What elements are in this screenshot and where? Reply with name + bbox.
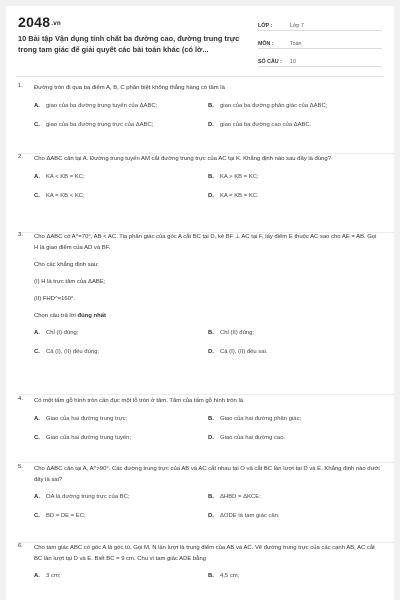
question-text: Đường tròn đi qua ba điểm A, B, C phân biệt không thẳng hàng có tâm là <box>34 85 225 91</box>
question-3: 3. Cho ΔABC có A^=70°, AB < AC. Tia phân giác của góc A cắt BC tại D, kẻ BF ⊥ AC tại F, lấy điểm E thuộc AC sao cho AE = AB. Gọi H là giao điểm của AD và BF. Cho các khẳng định sau: (I) H là trực tâm của ΔABE; (II) FHD^=160°. Chọn câu trả lời đúng nhất A. Chỉ (I) đúng; B. Chỉ (II) đúng; C. Cả (I), (II) đều đúng; D. Cả (I), (II) đều sai. <box>18 232 382 368</box>
statement-1: (I) H là trực tâm của ΔABE; <box>34 279 106 285</box>
worksheet <box>6 6 394 600</box>
option-d[interactable]: D. KA = KB = KC. <box>208 192 259 199</box>
options <box>34 573 382 583</box>
question-text: Cho ΔABC có A^=70°, AB < AC. Tia phân giác của góc A cắt BC tại D, kẻ BF ⊥ AC tại F, lấy điểm E thuộc AC sao cho AE = AB. Gọi H là giao điểm của AD và BF. <box>34 234 377 251</box>
site-logo[interactable]: 2048.vn <box>18 14 61 30</box>
option-b[interactable]: B. Chỉ (II) đúng; <box>208 330 255 336</box>
option-c[interactable]: C. giao của ba đường trung trực của ΔABC; <box>34 121 154 128</box>
meta-row-class: LỚP : Lớp 7 <box>258 19 382 31</box>
option-a[interactable]: A. giao của ba đường trung tuyến của ΔABC; <box>34 102 158 109</box>
question-2: 2. Cho ΔABC cân tại A. Đường trung tuyến AM cắt đường trung trực của AC tại K. Khẳng định nào sau đây là đúng? A. KA < KB = KC; B. KA > KB = KC; C. KA = KB < KC; D. KA = KB = KC. <box>18 154 382 212</box>
option-b[interactable]: B. giao của ba đường phân giác của ΔABC; <box>208 102 328 109</box>
statement-intro: Cho các khẳng định sau: <box>34 262 99 268</box>
question-text: Cho ΔABC cân tại A. Đường trung tuyến AM cắt đường trung trực của AC tại K. Khẳng định nào sau đây là đúng? <box>34 156 331 162</box>
option-a[interactable]: A. KA < KB = KC; <box>34 173 85 180</box>
answer-prompt: Chọn câu trả lời đúng nhất <box>34 313 106 319</box>
option-a[interactable]: A. Chỉ (I) đúng; <box>34 330 79 336</box>
meta-row-subject: MÔN : Toán <box>258 37 382 49</box>
option-c[interactable]: C. Cả (I), (II) đều đúng; <box>34 349 100 355</box>
options <box>34 103 382 132</box>
worksheet-header <box>6 6 394 68</box>
meta-row-question-count: SỐ CÂU : 10 <box>258 55 382 67</box>
option-b[interactable]: B. 4,5 cm; <box>208 573 240 579</box>
header-divider <box>16 76 384 77</box>
option-a[interactable]: A. 3 cm; <box>34 573 61 579</box>
question-6: 6. Cho tam giác ABC có góc A là góc tù. Gọi M, N lần lượt là trung điểm của AB và AC. Vẽ đường trung trực của các cạnh AB, AC cắt BC lần lượt tại D và E. Biết BC = 9 cm. Chu vi tam giác ADE bằng A. 3 cm; B. 4,5 cm; <box>18 543 382 592</box>
question-text: Có một tấm gỗ hình tròn cần đục một lỗ tròn ở tâm. Tâm của tấm gỗ hình tròn là <box>34 398 244 404</box>
document-title: 10 Bài tập Vận dụng tính chất ba đường cao, đường trung trực trong tam giác để giải quyết các bài toán khác (có lờ... <box>18 34 240 54</box>
question-separator <box>18 462 394 463</box>
question-text: Cho ΔABC cân tại A, A^>90°. Các đường trung trực của AB và AC cắt nhau tại O và cắt BC lần lượt tại D và E. Khẳng định nào dưới đây là sai? <box>34 466 380 483</box>
option-c[interactable]: C. BD = DE = EC; <box>34 513 86 519</box>
option-b[interactable]: B. ΔHBD = ΔKCE; <box>208 494 261 500</box>
option-c[interactable]: C. Giao của hai đường trung tuyến; <box>34 434 132 441</box>
option-b[interactable]: B. Giao của hai đường phân giác; <box>208 415 302 422</box>
option-a[interactable]: A. OA là đường trung trực của BC; <box>34 494 130 500</box>
options <box>34 330 382 359</box>
document-meta <box>258 19 382 73</box>
option-d[interactable]: D. ΔODE là tam giác cân. <box>208 513 280 519</box>
option-b[interactable]: B. KA > KB = KC; <box>208 173 259 180</box>
option-d[interactable]: D. Cả (I), (II) đều sai. <box>208 349 268 355</box>
question-4: 4. Có một tấm gỗ hình tròn cần đục một lỗ tròn ở tâm. Tâm của tấm gỗ hình tròn là A. Giao của hai đường trung trực; B. Giao của hai đường phân giác; C. Giao của hai đường trung tuyến; D. Giao của hai đường cao. <box>18 396 382 454</box>
question-1: 1. Đường tròn đi qua ba điểm A, B, C phân biệt không thẳng hàng có tâm là A. giao của ba đường trung tuyến của ΔABC; B. giao của ba đường phân giác của ΔABC; C. giao của ba đường trung trực của ΔABC; D. giao của ba đường cao của ΔABC. <box>18 83 382 141</box>
question-separator <box>18 394 394 395</box>
option-d[interactable]: D. giao của ba đường cao của ΔABC. <box>208 121 312 128</box>
options <box>34 494 382 523</box>
question-text: Cho tam giác ABC có góc A là góc tù. Gọi M, N lần lượt là trung điểm của AB và AC. Vẽ đường trung trực của các cạnh AB, AC cắt BC lần lượt tại D và E. Biết BC = 9 cm. Chu vi tam giác ADE bằng <box>34 545 375 562</box>
option-d[interactable]: D. Giao của hai đường cao. <box>208 434 286 441</box>
option-c[interactable]: C. KA = KB < KC; <box>34 192 85 199</box>
question-5: 5. Cho ΔABC cân tại A, A^>90°. Các đường trung trực của AB và AC cắt nhau tại O và cắt BC lần lượt tại D và E. Khẳng định nào dưới đây là sai? A. OA là đường trung trực của BC; B. ΔHBD = ΔKCE; C. BD = DE = EC; D. ΔODE là tam giác cân. <box>18 464 382 532</box>
statement-2: (II) FHD^=160°. <box>34 296 75 302</box>
options <box>34 416 382 445</box>
options <box>34 174 382 203</box>
option-a[interactable]: A. Giao của hai đường trung trực; <box>34 415 128 422</box>
